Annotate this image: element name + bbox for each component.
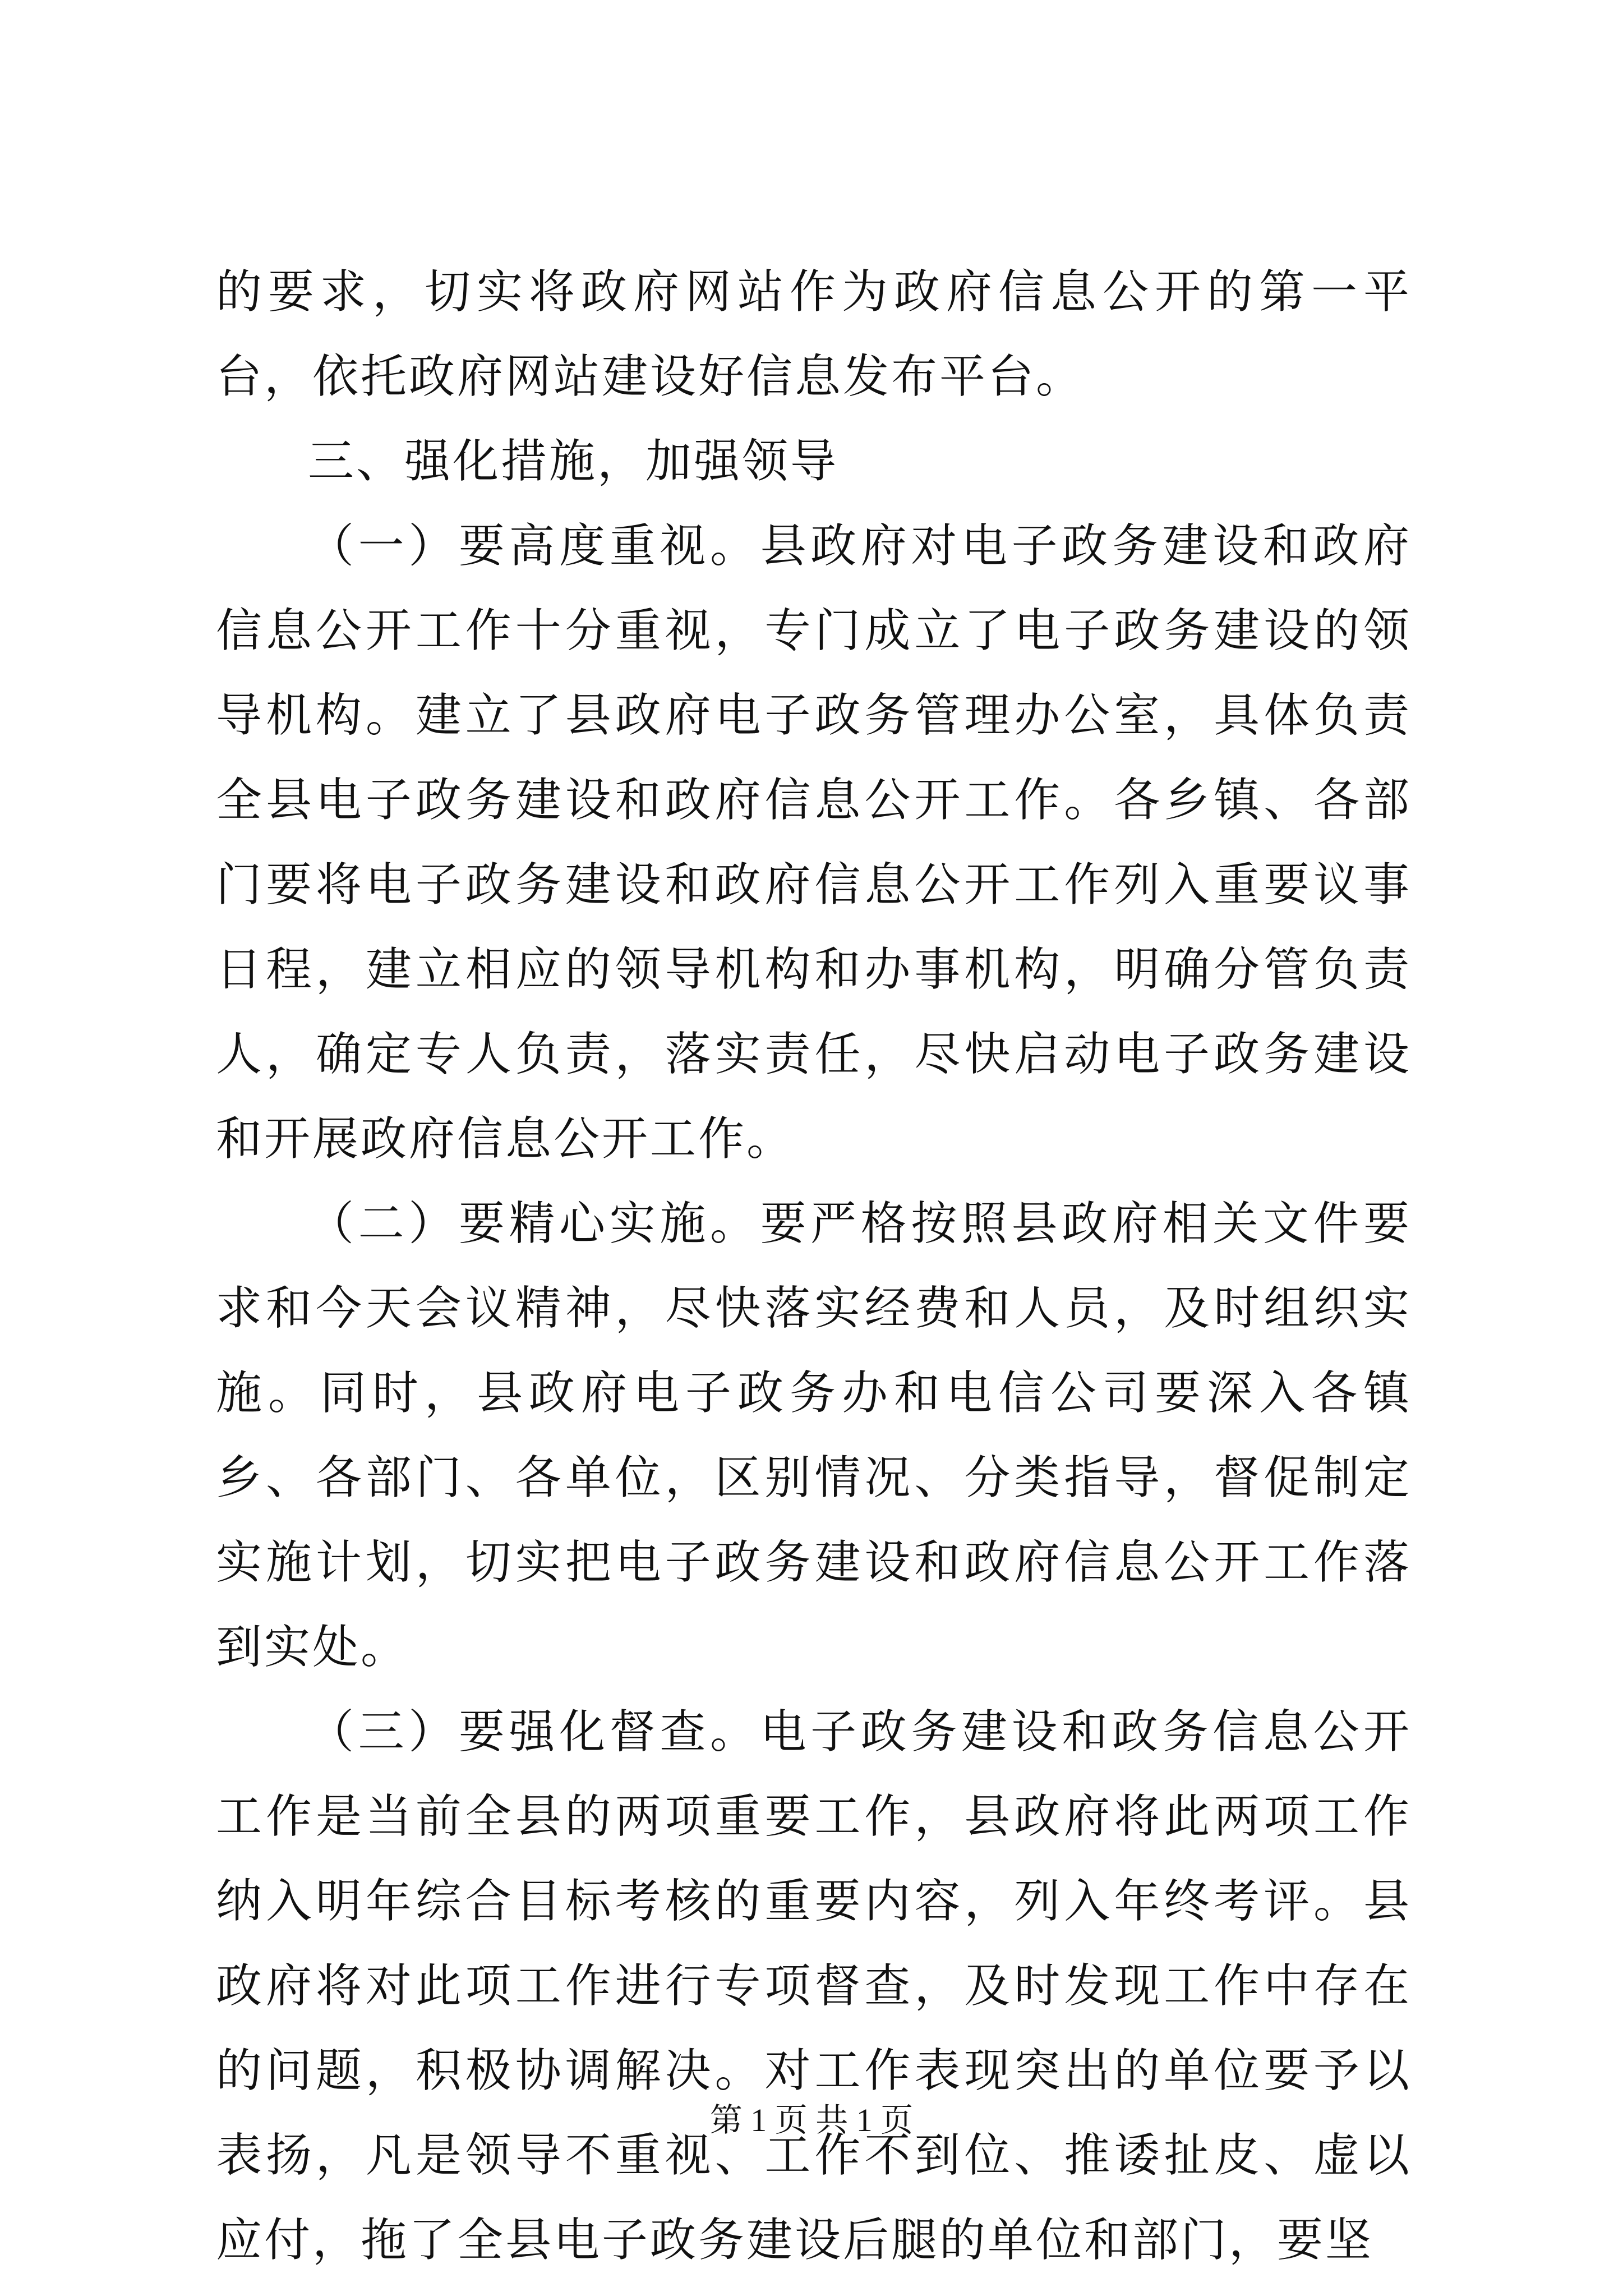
paragraph-continuation: 的要求，切实将政府网站作为政府信息公开的第一平台，依托政府网站建设好信息发布平台。 <box>216 265 1412 403</box>
page-number-footer: 第 1 页 共 1 页 <box>709 2102 914 2138</box>
paragraph-item-2: （二）要精心实施。要严格按照县政府相关文件要求和今天会议精神，尽快落实经费和人员，及时组织实施。同时，县政府电子政务办和电信公司要深入各镇乡、各部门、各单位，区别情况、分类指导，督促制定实施计划，切实把电子政务建设和政府信息公开工作落到实处。 <box>216 1197 1412 1674</box>
paragraph-item-1: （一）要高度重视。县政府对电子政务建设和政府信息公开工作十分重视，专门成立了电子政务建设的领导机构。建立了县政府电子政务管理办公室，具体负责全县电子政务建设和政府信息公开工作。各乡镇、各部门要将电子政务建设和政府信息公开工作列入重要议事日程，建立相应的领导机构和办事机构，明确分管负责人，确定专人负责，落实责任，尽快启动电子政务建设和开展政府信息公开工作。 <box>216 519 1412 1166</box>
body-text <box>216 250 1412 2283</box>
section-heading: 三、强化措施，加强领导 <box>308 435 839 488</box>
paragraph-item-3: （三）要强化督查。电子政务建设和政务信息公开工作是当前全县的两项重要工作，县政府将此两项工作纳入明年综合目标考核的重要内容，列入年终考评。县政府将对此项工作进行专项督查，及时发现工作中存在的问题，积极协调解决。对工作表现突出的单位要予以表扬，凡是领导不重视、工作不到位、推诿扯皮、虚以应付，拖了全县电子政务建设后腿的单位和部门，要坚 <box>216 1705 1412 2267</box>
